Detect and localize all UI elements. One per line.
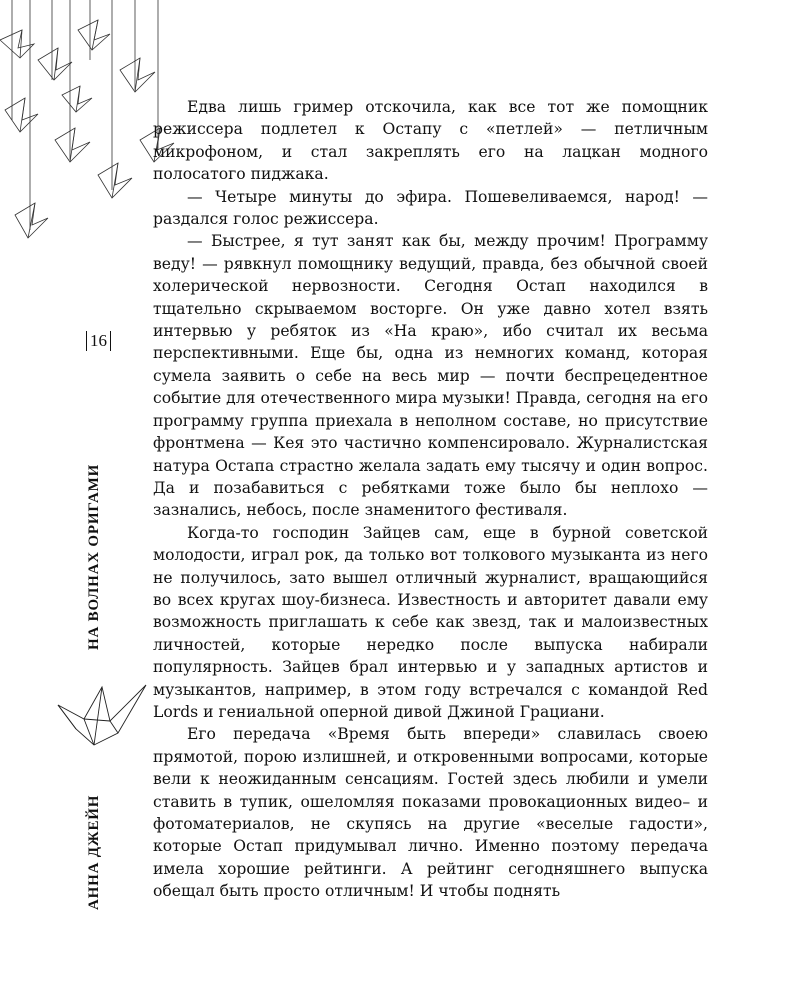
page-number: 16 bbox=[86, 331, 111, 351]
running-title: НА ВОЛНАХ ОРИГАМИ bbox=[86, 463, 102, 650]
paragraph: Когда-то господин Зайцев сам, еще в бурной советской молодости, играл рок, да только вот толкового музыканта из него не получилось, зато вышел отличный журналист, вращающийся во всех кругах шоу-бизнеса. Известность и авторитет давали ему возможность приглашать к себе как звезд, так и малоизвестных личностей, которые нередко после выпуска набирали популярность. Зайцев брал интервью и у западных артистов и музыкантов, например, в этом году встречался с командой Red Lords и гениальной оперной дивой Джиной Грациани. bbox=[153, 523, 708, 721]
paragraph: — Быстрее, я тут занят как бы, между прочим! Программу веду! — рявкнул помощнику ведущий, правда, без обычной своей холерической нервозности. Сегодня Остап находился в тщательно скрываемом восторге. Он уже давно хотел взять интервью у ребяток из «На краю», ибо считал их весьма перспективными. Еще бы, одна из немногих команд, которая сумела заявить о себе на весь мир — почти беспрецедентное событие для отечественного мира музыки! Правда, сегодня на его программу группа приехала в неполном составе, но присутствие фронтмена — Кея это частично компенсировало. Журналистская натура Остапа страстно желала задать ему тысячу и один вопрос. Да и позабавиться с ребятками тоже было бы неплохо — зазнались, небось, после знаменитого фестиваля. bbox=[153, 232, 708, 520]
author-name: АННА ДЖЕЙН bbox=[86, 794, 102, 910]
hanging-origami-cranes-icon bbox=[0, 0, 175, 285]
paragraph: — Четыре минуты до эфира. Пошевеливаемся, народ! — раздался голос режиссера. bbox=[153, 187, 708, 229]
paragraph: Едва лишь гример отскочила, как все тот же помощник режиссера подлетел к Остапу с «петлей» — петличным микрофоном, и стал закреплять его на лацкан модного полосатого пиджака. bbox=[153, 98, 708, 184]
body-text bbox=[153, 96, 708, 903]
paragraph: Его передача «Время быть впереди» славилась своею прямотой, порою излишней, и откровенными вопросами, которые вели к неожиданным сенсациям. Гостей здесь любили и умели ставить в тупик, ошеломляя показами провокационных видео– и фотоматериалов, не скупясь на другие «веселые гадости», которые Остап придумывал лично. Именно поэтому передача имела хорошие рейтинги. А рейтинг сегодняшнего выпуска обещал быть просто отличным! И чтобы поднять bbox=[153, 725, 708, 901]
origami-crane-icon bbox=[54, 675, 150, 750]
